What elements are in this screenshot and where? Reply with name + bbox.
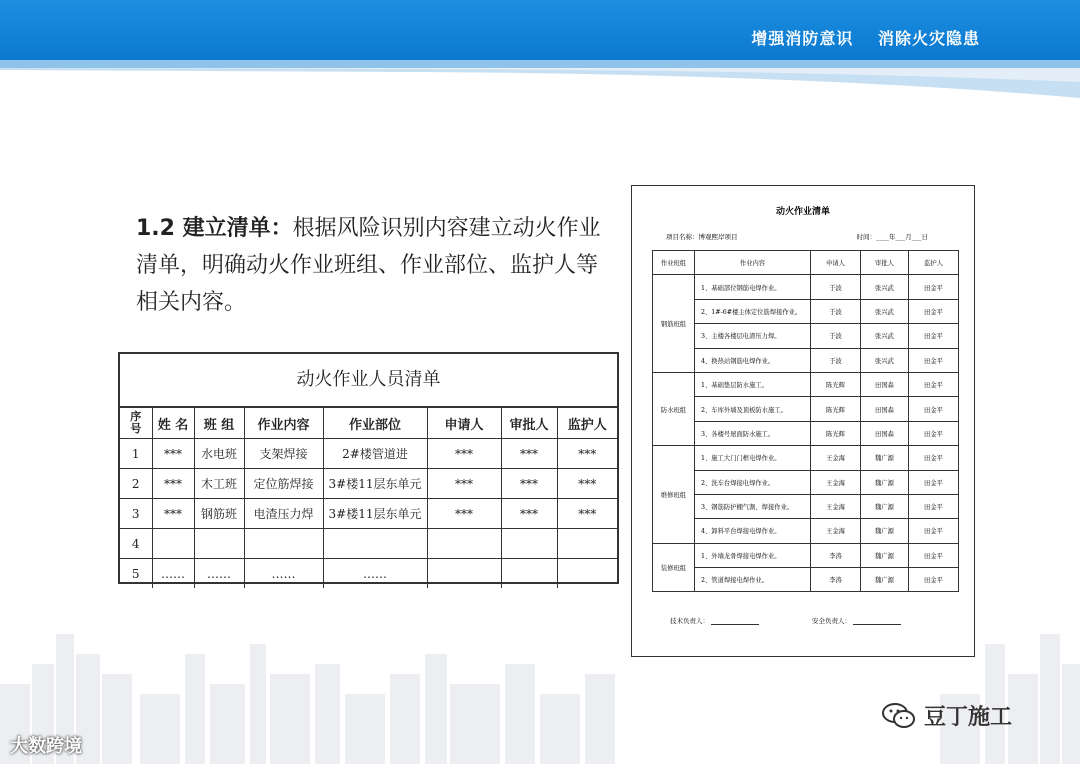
- doc-cell: 3、钢筋防护棚气割、焊接作业。: [695, 494, 811, 518]
- watermark-right-text: 豆丁施工: [924, 705, 1013, 730]
- header-cell: 监护人: [557, 408, 617, 439]
- header-cell: 作业内容: [244, 408, 323, 439]
- doc-row: [653, 470, 959, 494]
- table-cell: ***: [501, 499, 557, 529]
- table-cell: 4: [120, 529, 152, 559]
- doc-row: [653, 494, 959, 518]
- table-cell: ……: [152, 559, 194, 589]
- doc-group-name: 钢筋班组: [653, 275, 695, 373]
- header-cell: 姓 名: [152, 408, 194, 439]
- doc-project: 项目名称：博观熙岸项目: [666, 233, 738, 241]
- doc-row: [653, 324, 959, 348]
- table-cell: ***: [557, 499, 617, 529]
- table-cell: 水电班: [194, 439, 244, 469]
- watermark-right: [882, 700, 1012, 731]
- doc-cell: 田金平: [909, 470, 959, 494]
- header-accent: [0, 60, 1080, 68]
- header-wave: [0, 68, 1080, 108]
- doc-header-cell: 申请人: [811, 251, 861, 275]
- doc-cell: 于波: [811, 324, 861, 348]
- table-cell: [427, 559, 501, 589]
- doc-cell: 王金海: [811, 470, 861, 494]
- doc-header-cell: 作业班组: [653, 251, 695, 275]
- doc-cell: 1、外墙龙骨焊接电焊作业。: [695, 543, 811, 567]
- doc-cell: 张兴武: [861, 299, 909, 323]
- doc-cell: 4、卸料平台焊接电焊作业。: [695, 519, 811, 543]
- table-cell: ***: [152, 439, 194, 469]
- hot-work-list-document: [631, 185, 975, 657]
- table-cell: ***: [557, 469, 617, 499]
- doc-cell: 田国森: [861, 397, 909, 421]
- table-cell: 2#楼管道进: [323, 439, 427, 469]
- doc-cell: 田国森: [861, 421, 909, 445]
- section-text: [136, 210, 606, 321]
- doc-row: [653, 372, 959, 396]
- doc-cell: 田金平: [909, 568, 959, 592]
- doc-cell: 田金平: [909, 299, 959, 323]
- doc-cell: 于波: [811, 275, 861, 299]
- doc-cell: 1、基础垫层防水施工。: [695, 372, 811, 396]
- table-cell: ……: [323, 559, 427, 589]
- tech-lead-label: 技术负责人：: [670, 617, 709, 625]
- doc-cell: 于波: [811, 348, 861, 372]
- table-cell: [557, 559, 617, 589]
- table-cell: 电渣压力焊: [244, 499, 323, 529]
- watermark-left: [10, 732, 82, 758]
- safety-lead-label: 安全负责人：: [812, 617, 851, 625]
- doc-row: [653, 299, 959, 323]
- doc-cell: 田国森: [861, 372, 909, 396]
- table-row: [120, 469, 617, 499]
- doc-cell: 田金平: [909, 543, 959, 567]
- doc-group-name: 防水班组: [653, 372, 695, 445]
- doc-cell: 田金平: [909, 348, 959, 372]
- doc-row: [653, 446, 959, 470]
- header-cell: 序 号: [120, 408, 152, 439]
- table-cell: 3#楼11层东单元: [323, 469, 427, 499]
- doc-cell: 陈光辉: [811, 421, 861, 445]
- header-cell: 申请人: [427, 408, 501, 439]
- doc-cell: 魏广源: [861, 519, 909, 543]
- doc-cell: 4、换热站钢筋电焊作业。: [695, 348, 811, 372]
- table-cell: [427, 529, 501, 559]
- doc-cell: 张兴武: [861, 348, 909, 372]
- table-cell: 木工班: [194, 469, 244, 499]
- table-cell: ***: [427, 499, 501, 529]
- table-cell: [557, 529, 617, 559]
- table-cell: ……: [244, 559, 323, 589]
- table-cell: ……: [194, 559, 244, 589]
- doc-cell: 李涛: [811, 568, 861, 592]
- table-cell: 3: [120, 499, 152, 529]
- doc-row: [653, 421, 959, 445]
- table-cell: 2: [120, 469, 152, 499]
- doc-cell: 陈光辉: [811, 397, 861, 421]
- table-cell: 3#楼11层东单元: [323, 499, 427, 529]
- table-cell: [501, 529, 557, 559]
- doc-cell: 魏广源: [861, 470, 909, 494]
- doc-cell: 2、车库外墙及顶板防水施工。: [695, 397, 811, 421]
- doc-row: [653, 519, 959, 543]
- personnel-table-title: 动火作业人员清单: [120, 354, 617, 408]
- doc-cell: 田金平: [909, 275, 959, 299]
- doc-cell: 张兴武: [861, 275, 909, 299]
- slogan-1: 增强消防意识: [751, 29, 854, 48]
- doc-header-row: [653, 251, 959, 275]
- table-row: [120, 439, 617, 469]
- table-cell: [194, 529, 244, 559]
- doc-cell: 3、主楼各楼层电渣压力焊。: [695, 324, 811, 348]
- safety-lead-signature: [812, 616, 901, 625]
- header-cell: 作业部位: [323, 408, 427, 439]
- table-cell: [244, 529, 323, 559]
- doc-cell: 王金海: [811, 494, 861, 518]
- doc-cell: 2、1#-6#楼主体定位筋焊接作业。: [695, 299, 811, 323]
- doc-cell: 王金海: [811, 446, 861, 470]
- table-cell: [501, 559, 557, 589]
- table-cell: ***: [152, 499, 194, 529]
- doc-cell: 田金平: [909, 324, 959, 348]
- table-cell: ***: [427, 439, 501, 469]
- header-slogan: [733, 26, 980, 49]
- doc-group-name: 维修班组: [653, 446, 695, 544]
- table-row: [120, 499, 617, 529]
- doc-row: [653, 348, 959, 372]
- doc-row: [653, 397, 959, 421]
- doc-cell: 田金平: [909, 519, 959, 543]
- table-cell: ***: [427, 469, 501, 499]
- table-cell: [152, 529, 194, 559]
- doc-cell: 田金平: [909, 397, 959, 421]
- section-title: 1.2 建立清单：: [136, 216, 293, 241]
- table-cell: 1: [120, 439, 152, 469]
- table-header-row: [120, 408, 617, 439]
- table-cell: ***: [501, 469, 557, 499]
- table-cell: 5: [120, 559, 152, 589]
- table-cell: ***: [501, 439, 557, 469]
- doc-header-cell: 审批人: [861, 251, 909, 275]
- watermark-left-text: 大数跨境: [10, 736, 82, 757]
- doc-header-cell: 监护人: [909, 251, 959, 275]
- table-cell: ***: [557, 439, 617, 469]
- doc-cell: 魏广源: [861, 543, 909, 567]
- doc-cell: 魏广源: [861, 568, 909, 592]
- doc-cell: 王金海: [811, 519, 861, 543]
- header-cell: 班 组: [194, 408, 244, 439]
- table-cell: [323, 529, 427, 559]
- doc-header-cell: 作业内容: [695, 251, 811, 275]
- doc-cell: 3、各楼号屋面防水施工。: [695, 421, 811, 445]
- table-cell: 钢筋班: [194, 499, 244, 529]
- doc-group-name: 装修班组: [653, 543, 695, 592]
- doc-cell: 魏广源: [861, 446, 909, 470]
- doc-cell: 田金平: [909, 421, 959, 445]
- doc-cell: 1、施工大门门框电焊作业。: [695, 446, 811, 470]
- doc-cell: 魏广源: [861, 494, 909, 518]
- doc-cell: 陈光辉: [811, 372, 861, 396]
- doc-cell: 2、管道焊接电焊作业。: [695, 568, 811, 592]
- doc-cell: 张兴武: [861, 324, 909, 348]
- wechat-icon: [882, 702, 916, 730]
- doc-row: [653, 568, 959, 592]
- doc-cell: 于波: [811, 299, 861, 323]
- doc-title: 动火作业清单: [775, 207, 830, 217]
- slogan-2: 消除火灾隐患: [877, 29, 980, 48]
- doc-row: [653, 275, 959, 299]
- tech-lead-signature: [670, 616, 759, 625]
- doc-cell: 田金平: [909, 372, 959, 396]
- personnel-list-table: [118, 352, 619, 584]
- doc-cell: 李涛: [811, 543, 861, 567]
- header-cell: 审批人: [501, 408, 557, 439]
- doc-cell: 1、基础部位钢筋电焊作业。: [695, 275, 811, 299]
- doc-time: 时间：____年___月___日: [856, 233, 928, 241]
- doc-cell: 田金平: [909, 494, 959, 518]
- table-cell: ***: [152, 469, 194, 499]
- table-cell: 定位筋焊接: [244, 469, 323, 499]
- doc-cell: 田金平: [909, 446, 959, 470]
- doc-cell: 2、洗车台焊接电焊作业。: [695, 470, 811, 494]
- table-cell: 支架焊接: [244, 439, 323, 469]
- table-row: [120, 529, 617, 559]
- doc-row: [653, 543, 959, 567]
- table-row: [120, 559, 617, 589]
- section-body: 根据风险识别内容建立动火作业清单，明确动火作业班组、作业部位、监护人等相关内容。: [136, 216, 601, 315]
- doc-table: [652, 250, 959, 592]
